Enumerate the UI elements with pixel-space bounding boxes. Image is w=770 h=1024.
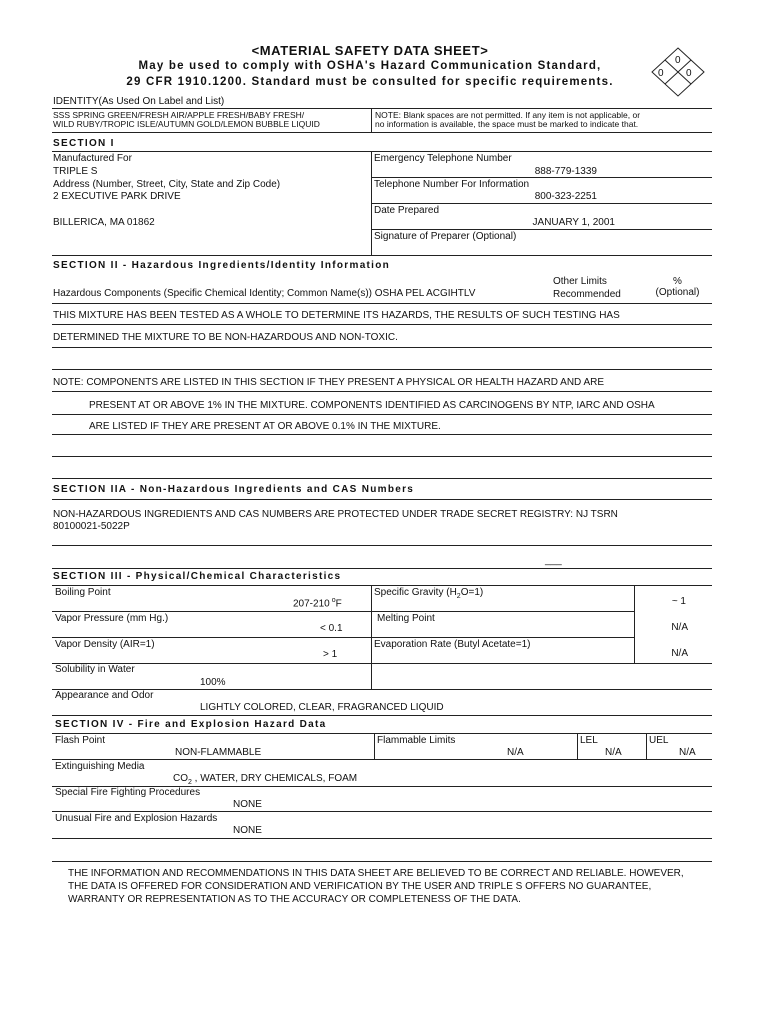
section-2-note-line-3: ARE LISTED IF THEY ARE PRESENT AT OR ABOVE 0.1% IN THE MIXTURE. bbox=[89, 421, 441, 432]
recommended-header: Recommended bbox=[553, 289, 621, 300]
address-line-2: BILLERICA, MA 01862 bbox=[53, 217, 155, 228]
document-title: <MATERIAL SAFETY DATA SHEET> bbox=[251, 43, 489, 58]
info-phone-label: Telephone Number For Information bbox=[374, 179, 530, 190]
melting-point-label: Melting Point bbox=[377, 613, 435, 624]
section-2a-text-line-1: NON-HAZARDOUS INGREDIENTS AND CAS NUMBERS ARE PROTECTED UNDER TRADE SECRET REGISTRY: NJ TSRN bbox=[53, 509, 618, 520]
date-prepared-value: JANUARY 1, 2001 bbox=[532, 217, 615, 228]
emergency-phone-value: 888-779-1339 bbox=[534, 166, 597, 177]
disclaimer-line-1: THE INFORMATION AND RECOMMENDATIONS IN THIS DATA SHEET ARE BELIEVED TO BE CORRECT AND RELIABLE. HOWEVER, bbox=[68, 868, 684, 879]
section-4-heading: SECTION IV - Fire and Explosion Hazard Data bbox=[55, 719, 327, 730]
specific-gravity-value: ~ 1 bbox=[671, 596, 686, 607]
special-procedures-value: NONE bbox=[233, 799, 262, 810]
appearance-value: LIGHTLY COLORED, CLEAR, FRAGRANCED LIQUID bbox=[200, 702, 444, 713]
vapor-density-value: > 1 bbox=[323, 649, 338, 660]
flammable-limits-value: N/A bbox=[507, 747, 524, 758]
section-2-note-line-2: PRESENT AT OR ABOVE 1% IN THE MIXTURE. COMPONENTS IDENTIFIED AS CARCINOGENS BY NTP, IARC AND OSHA bbox=[89, 400, 655, 411]
other-limits-header: Other Limits bbox=[553, 276, 607, 287]
section-2-note-line-1: NOTE: COMPONENTS ARE LISTED IN THIS SECTION IF THEY PRESENT A PHYSICAL OR HEALTH HAZARD AND ARE bbox=[53, 377, 605, 388]
identity-note-line-1: NOTE: Blank spaces are not permitted. If any item is not applicable, or bbox=[375, 110, 641, 120]
section-2-heading: SECTION II - Hazardous Ingredients/Identity Information bbox=[53, 260, 391, 271]
vapor-pressure-value: < 0.1 bbox=[320, 623, 343, 634]
uel-label: UEL bbox=[649, 735, 669, 746]
extinguishing-media-value: $CO_2$ , WATER, DRY CHEMICALS, FOAM bbox=[173, 773, 358, 786]
lel-label: LEL bbox=[580, 735, 598, 746]
vapor-pressure-label: Vapor Pressure (mm Hg.) bbox=[55, 613, 169, 624]
solubility-value: 100% bbox=[200, 677, 226, 688]
disclaimer-line-3: WARRANTY OR REPRESENTATION AS TO THE ACCURACY OR COMPLETENESS OF THE DATA. bbox=[68, 894, 521, 905]
identity-label: IDENTITY(As Used On Label and List) bbox=[53, 96, 225, 107]
percent-header: % bbox=[673, 276, 682, 287]
identity-products-line-1: SSS SPRING GREEN/FRESH AIR/APPLE FRESH/BABY FRESH/ bbox=[53, 110, 305, 120]
date-prepared-label: Date Prepared bbox=[374, 205, 440, 216]
vapor-density-label: Vapor Density (AIR=1) bbox=[55, 639, 155, 650]
boiling-point-label: Boiling Point bbox=[55, 587, 111, 598]
appearance-label: Appearance and Odor bbox=[55, 690, 154, 701]
section-3-heading: SECTION III - Physical/Chemical Characteristics bbox=[53, 571, 342, 582]
disclaimer-line-2: THE DATA IS OFFERED FOR CONSIDERATION AND VERIFICATION BY THE USER AND TRIPLE S OFFERS NO GUARANTEE, bbox=[68, 881, 652, 892]
section-2a-dash: ___ bbox=[545, 555, 562, 566]
special-procedures-label: Special Fire Fighting Procedures bbox=[55, 787, 201, 798]
hazardous-components-header: Hazardous Components (Specific Chemical Identity; Common Name(s)) OSHA PEL ACGIHTLV bbox=[53, 288, 476, 299]
evaporation-rate-value: N/A bbox=[671, 648, 688, 659]
osha-compliance-line-2: 29 CFR 1910.1200. Standard must be consulted for specific requirements. bbox=[126, 76, 614, 88]
unusual-hazards-value: NONE bbox=[233, 825, 262, 836]
lel-value: N/A bbox=[605, 747, 622, 758]
flammable-limits-label: Flammable Limits bbox=[377, 735, 456, 746]
diamond-reactivity-rating: 0 bbox=[686, 68, 692, 79]
manufacturer-value: TRIPLE S bbox=[53, 166, 98, 177]
solubility-label: Solubility in Water bbox=[55, 664, 135, 675]
address-line-1: 2 EXECUTIVE PARK DRIVE bbox=[53, 191, 181, 202]
unusual-hazards-label: Unusual Fire and Explosion Hazards bbox=[55, 813, 218, 824]
signature-label: Signature of Preparer (Optional) bbox=[374, 231, 517, 242]
section-2-text-line-2: DETERMINED THE MIXTURE TO BE NON-HAZARDOUS AND NON-TOXIC. bbox=[53, 332, 398, 343]
extinguishing-media-label: Extinguishing Media bbox=[55, 761, 145, 772]
melting-point-value: N/A bbox=[671, 622, 688, 633]
uel-value: N/A bbox=[679, 747, 696, 758]
info-phone-value: 800-323-2251 bbox=[534, 191, 597, 202]
diamond-flammability-rating: 0 bbox=[658, 68, 664, 79]
boiling-point-value: 207-210 $^o$F bbox=[293, 597, 342, 610]
section-2a-text-line-2: 80100021-5022P bbox=[53, 521, 130, 532]
address-label: Address (Number, Street, City, State and Zip Code) bbox=[53, 179, 281, 190]
osha-compliance-line-1: May be used to comply with OSHA's Hazard Communication Standard, bbox=[138, 60, 602, 72]
specific-gravity-label: Specific Gravity $(H_2O=1)$ bbox=[374, 587, 484, 600]
flash-point-label: Flash Point bbox=[55, 735, 106, 746]
optional-header: (Optional) bbox=[655, 287, 700, 298]
identity-note-line-2: no information is available, the space must be marked to indicate that. bbox=[375, 119, 639, 129]
flash-point-value: NON-FLAMMABLE bbox=[175, 747, 262, 758]
identity-products-line-2: WILD RUBY/TROPIC ISLE/AUTUMN GOLD/LEMON BUBBLE LIQUID bbox=[53, 119, 320, 129]
manufacturer-label: Manufactured For bbox=[53, 153, 132, 164]
diamond-health-rating: 0 bbox=[675, 55, 681, 66]
section-1-heading: SECTION I bbox=[53, 138, 115, 149]
emergency-phone-label: Emergency Telephone Number bbox=[374, 153, 512, 164]
evaporation-rate-label: Evaporation Rate (Butyl Acetate=1) bbox=[374, 639, 531, 650]
section-2a-heading: SECTION IIA - Non-Hazardous Ingredients and CAS Numbers bbox=[53, 484, 415, 495]
section-2-text-line-1: THIS MIXTURE HAS BEEN TESTED AS A WHOLE TO DETERMINE ITS HAZARDS, THE RESULTS OF SUCH TESTING HAS bbox=[53, 310, 620, 321]
